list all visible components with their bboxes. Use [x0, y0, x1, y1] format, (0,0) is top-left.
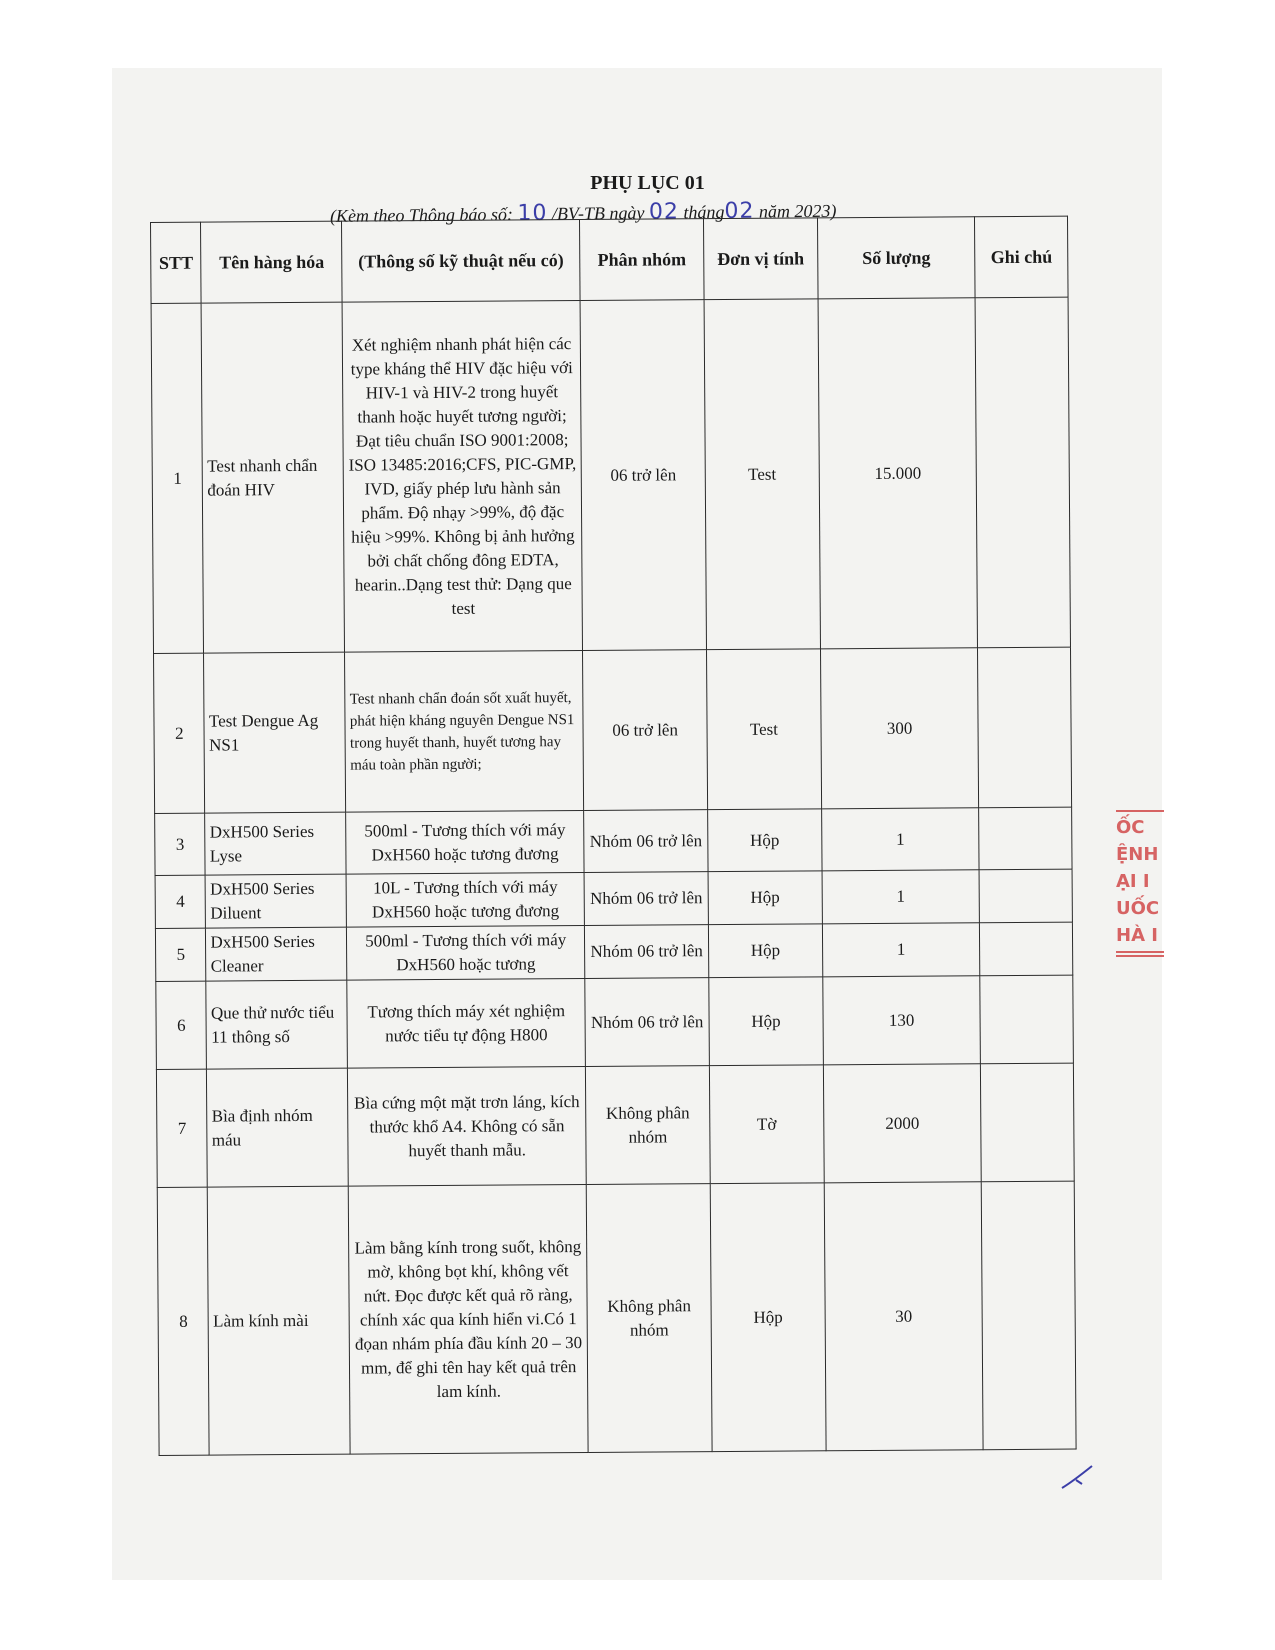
cell-unit: Hộp [708, 809, 822, 872]
red-seal-stamp [1116, 808, 1166, 959]
cell-name: DxH500 Series Lyse [205, 812, 346, 875]
header-unit: Đơn vị tính [704, 218, 818, 300]
cell-spec: 500ml - Tương thích với máy DxH560 hoặc tương đương [346, 810, 584, 874]
cell-stt: 2 [154, 653, 206, 813]
cell-note [981, 1063, 1074, 1182]
cell-spec: 500ml - Tương thích với máy DxH560 hoặc tương [347, 925, 585, 980]
cell-qty: 300 [820, 648, 979, 809]
cell-qty: 15.000 [818, 298, 978, 649]
cell-name: Test nhanh chẩn đoán HIV [202, 302, 345, 653]
table-wrapper [150, 216, 1077, 1456]
cell-stt: 7 [156, 1069, 207, 1187]
cell-unit: Test [704, 299, 820, 650]
table-row [154, 647, 1072, 813]
stamp-line: ỆNH [1116, 844, 1159, 865]
header-stt: STT [151, 222, 202, 303]
handwritten-number: 10 [517, 200, 548, 227]
cell-spec: Test nhanh chẩn đoán sốt xuất huyết, phát hiện kháng nguyên Dengue NS1 trong huyết thanh, huyết tương hay máu toàn phần người; [345, 650, 584, 812]
header-note: Ghi chú [975, 216, 1068, 298]
cell-spec: Xét nghiệm nhanh phát hiện các type kháng thể HIV đặc hiệu với HIV-1 và HIV-2 trong huyết thanh hoặc huyết tương người; Đạt tiêu chuẩn ISO 9001:2008; ISO 13485:2016;CFS, PIC-GMP, IVD, giấy phép lưu hành sản phẩm. Độ nhạy >99%, độ đặc hiệu >99%. Không bị ảnh hưởng bởi chất chống đông EDTA, hearin..Dạng test thử: Dạng que test [342, 300, 582, 652]
cell-stt: 5 [155, 928, 206, 981]
table-header-row [151, 216, 1069, 303]
cell-group: Nhóm 06 trở lên [585, 978, 710, 1067]
cell-note [979, 869, 1072, 923]
cell-name: Que thử nước tiểu 11 thông số [206, 980, 348, 1069]
cell-note [980, 975, 1073, 1064]
cell-group: 06 trở lên [583, 650, 708, 811]
cell-note [982, 1181, 1076, 1450]
cell-qty: 1 [821, 808, 979, 871]
cell-stt: 1 [151, 303, 204, 653]
cell-unit: Hộp [710, 1183, 825, 1452]
subtitle-middle-2: tháng [683, 201, 725, 223]
subtitle-suffix: năm 2023) [758, 200, 837, 222]
cell-stt: 8 [157, 1187, 209, 1455]
cell-unit: Hộp [708, 871, 822, 925]
cell-group: Không phân nhóm [586, 1184, 712, 1453]
cell-qty: 1 [822, 870, 980, 924]
cell-stt: 3 [155, 813, 206, 875]
cell-note [979, 807, 1072, 870]
cell-spec: 10L - Tương thích với máy DxH560 hoặc tương đương [346, 872, 584, 927]
cell-spec: Làm bằng kính trong suốt, không mờ, không bọt khí, không vết nứt. Đọc được kết quả rõ ràng, chính xác qua kính hiển vi.Có 1 đọan nhám phía đầu kính 20 – 30 mm, để ghi tên hay kết quả trên lam kính. [349, 1184, 589, 1454]
cell-group: Nhóm 06 trở lên [584, 810, 709, 873]
header-group: Phân nhóm [580, 219, 705, 301]
cell-note [975, 297, 1070, 648]
table-row [155, 807, 1072, 875]
subtitle-prefix: (Kèm theo Thông báo số: [329, 204, 514, 226]
cell-group: Không phân nhóm [585, 1066, 710, 1185]
table-row [155, 869, 1072, 928]
cell-note [978, 647, 1072, 808]
cell-unit: Test [707, 649, 822, 810]
signature-mark [1058, 1462, 1098, 1492]
cell-group: 06 trở lên [580, 300, 707, 651]
stamp-line: ẠI I [1116, 871, 1150, 892]
stamp-line: UỐC [1116, 898, 1160, 919]
table-row [157, 1181, 1076, 1455]
cell-name: Làm kính mài [208, 1186, 351, 1455]
table-row [156, 1063, 1074, 1187]
header-name: Tên hàng hóa [201, 221, 342, 303]
stamp-line: ỐC [1116, 817, 1145, 838]
table-row [151, 297, 1070, 653]
subtitle-middle-1: /BV-TB ngày [551, 202, 645, 224]
cell-unit: Hộp [709, 924, 823, 978]
goods-table [150, 216, 1077, 1456]
cell-name: Test Dengue Ag NS1 [204, 652, 346, 813]
cell-stt: 6 [156, 981, 207, 1069]
table-row [156, 975, 1074, 1069]
handwritten-day: 02 [648, 199, 680, 225]
cell-qty: 30 [824, 1182, 984, 1451]
cell-unit: Hộp [709, 977, 823, 1066]
handwritten-month: 02 [724, 198, 755, 224]
cell-qty: 2000 [823, 1064, 982, 1183]
cell-note [980, 922, 1073, 976]
stamp-line: HÀ I [1116, 925, 1158, 946]
cell-spec: Tương thích máy xét nghiệm nước tiểu tự động H800 [347, 978, 585, 1068]
cell-group: Nhóm 06 trở lên [584, 872, 708, 926]
cell-unit: Tờ [710, 1065, 824, 1184]
cell-spec: Bìa cứng một mặt trơn láng, kích thước khổ A4. Không có sẵn huyết thanh mẫu. [348, 1066, 586, 1186]
cell-qty: 1 [822, 923, 980, 977]
cell-qty: 130 [822, 976, 980, 1065]
table-row [155, 922, 1072, 981]
cell-stt: 4 [155, 875, 206, 928]
cell-name: DxH500 Series Diluent [206, 874, 347, 928]
header-qty: Số lượng [817, 217, 975, 299]
cell-name: DxH500 Series Cleaner [206, 927, 347, 981]
cell-name: Bìa định nhóm máu [207, 1068, 349, 1187]
header-spec: (Thông số kỹ thuật nếu có) [342, 220, 580, 303]
document-title: PHỤ LỤC 01 [590, 172, 705, 194]
cell-group: Nhóm 06 trở lên [584, 925, 708, 979]
